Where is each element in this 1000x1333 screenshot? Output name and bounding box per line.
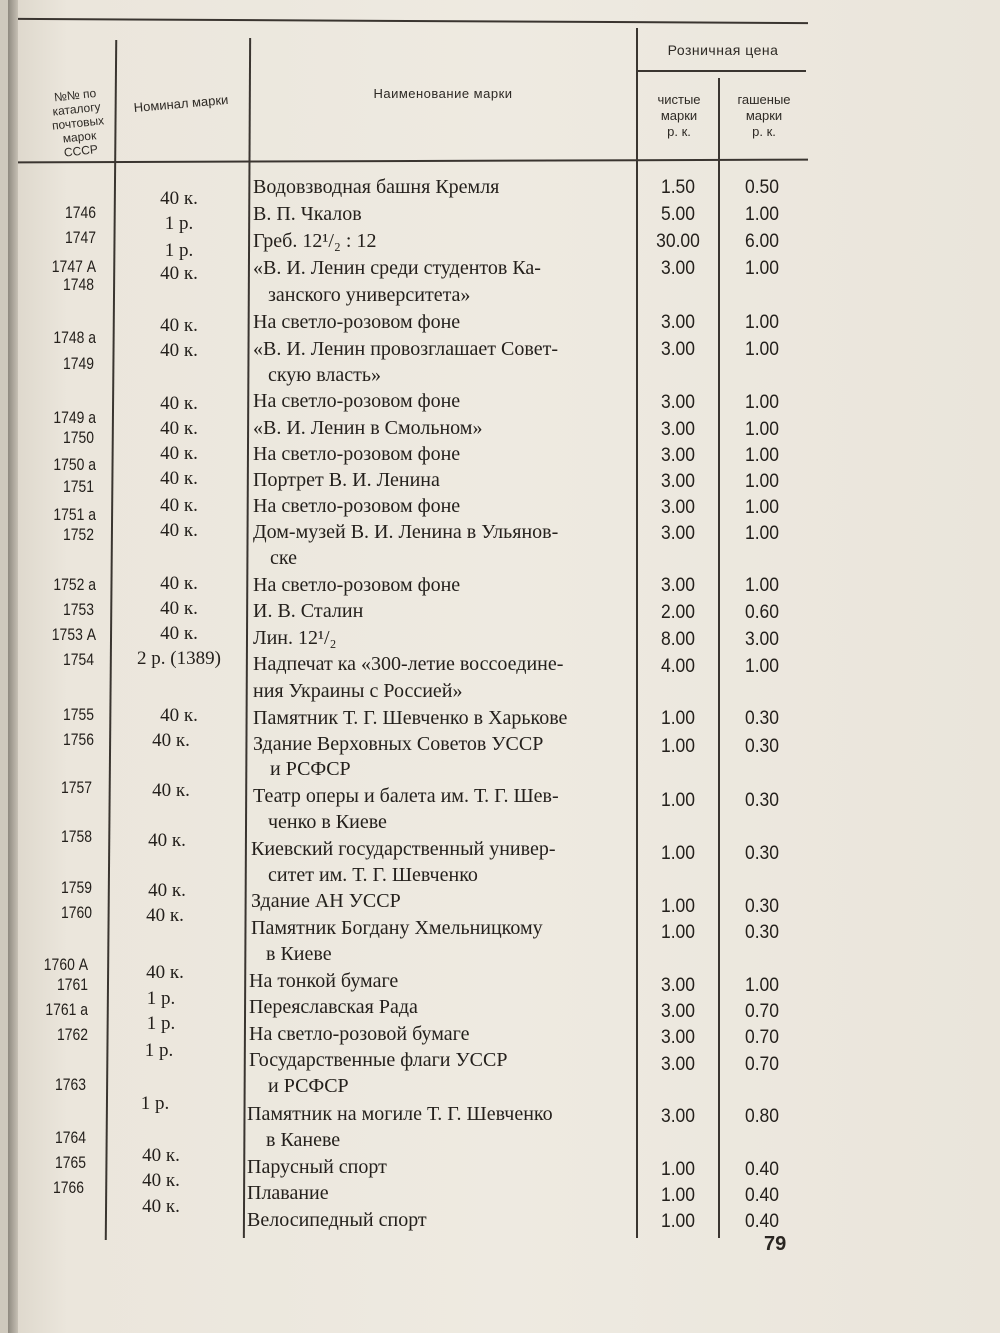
header-nominal: Номинал марки [133,91,229,116]
catalog-number: 1757 [60,778,92,797]
clean-price: 30.00 [656,231,700,252]
cancelled-price: 0.30 [744,708,780,729]
catalog-number: 1760 [60,903,92,922]
stamp-name: в Каневе [266,1129,341,1151]
stamp-nominal: 40 к. [160,573,198,594]
clean-price: 3.00 [660,497,696,518]
cancelled-price: 0.30 [744,790,780,811]
cancelled-price: 1.00 [744,497,780,518]
cancelled-price: 0.60 [744,602,780,623]
cancelled-price: 0.30 [744,736,780,757]
catalog-number: 1756 [62,730,94,749]
catalog-number: 1751 [62,477,94,496]
stamp-name: Дом-музей В. И. Ленина в Ульянов- [253,521,559,543]
stamp-nominal: 40 к. [152,730,190,751]
col-divider-3 [636,28,638,1238]
stamp-name: Переяславская Рада [249,996,418,1018]
cancelled-price: 6.00 [744,231,780,252]
stamp-name: и РСФСР [270,758,351,780]
catalog-number: 1766 [52,1178,84,1197]
stamp-name: ске [270,547,297,569]
stamp-nominal: 40 к. [160,263,198,284]
catalog-number: 1749 [62,354,94,373]
catalog-number: 1764 [54,1128,86,1147]
stamp-name: Здание Верховных Советов УССР [253,733,544,755]
stamp-nominal: 40 к. [160,340,198,361]
stamp-name: Плавание [247,1182,329,1204]
stamp-nominal: 40 к. [160,418,198,439]
stamp-name: ния Украины с Россией» [253,680,463,702]
stamp-nominal: 40 к. [142,1196,180,1217]
stamp-nominal: 40 к. [160,598,198,619]
clean-price: 1.00 [660,843,696,864]
catalog-number: 1762 [56,1025,88,1044]
stamp-nominal: 40 к. [160,468,198,489]
header-retail-price: Розничная цена [667,42,779,58]
cancelled-price: 0.70 [744,1027,780,1048]
cancelled-price: 1.00 [744,339,780,360]
stamp-name: «В. И. Ленин среди студентов Ка- [253,257,541,279]
catalog-number: 1761 [56,975,88,994]
clean-price: 4.00 [660,656,696,677]
clean-price: 3.00 [660,575,696,596]
stamp-name: На светло-розовой бумаге [249,1023,470,1045]
clean-price: 1.00 [660,708,696,729]
cancelled-price: 1.00 [744,471,780,492]
stamp-nominal: 1 р. [140,1093,170,1114]
col-divider-4 [718,78,720,1238]
page-number: 79 [764,1233,787,1255]
cancelled-price: 1.00 [744,312,780,333]
stamp-nominal: 1 р. [164,213,194,234]
stamp-name: Памятник Богдану Хмельницкому [251,917,543,939]
catalog-number: 1749 а [53,408,96,427]
stamp-name: и РСФСР [268,1075,349,1097]
clean-price: 1.00 [660,1159,696,1180]
clean-price: 1.00 [660,922,696,943]
price-group-rule [638,70,806,72]
cancelled-price: 0.30 [744,843,780,864]
stamp-nominal: 40 к. [160,705,198,726]
cancelled-price: 1.00 [744,523,780,544]
cancelled-price: 3.00 [744,629,780,650]
stamp-nominal: 40 к. [142,1170,180,1191]
stamp-name: «В. И. Ленин провозглашает Совет- [253,338,558,360]
stamp-name: Велосипедный спорт [247,1209,427,1231]
stamp-nominal: 40 к. [146,962,184,983]
stamp-name: Памятник на могиле Т. Г. Шевченко [247,1103,553,1125]
catalog-number: 1763 [54,1075,86,1094]
catalog-number: 1750 а [53,455,96,474]
catalog-number: 1758 [60,827,92,846]
catalog-number: 1748 а [53,328,96,347]
catalog-number: 1747 А [51,257,96,276]
clean-price: 3.00 [660,392,696,413]
clean-price: 1.00 [660,1211,696,1232]
catalog-number: 1755 [62,705,94,724]
stamp-name: На светло-розовом фоне [253,574,461,596]
cancelled-price: 0.40 [744,1159,780,1180]
stamp-name: Парусный спорт [247,1156,387,1178]
stamp-nominal: 40 к. [160,495,198,516]
cancelled-price: 1.00 [744,975,780,996]
stamp-name: Лин. 12¹/₂ [253,627,337,649]
clean-price: 3.00 [660,1106,696,1127]
stamp-name: Водовзводная башня Кремля [253,176,500,198]
cancelled-price: 1.00 [744,392,780,413]
stamp-nominal: 1 р. [146,988,176,1009]
stamp-name: На светло-розовом фоне [253,390,461,412]
stamp-name: Памятник Т. Г. Шевченко в Харькове [253,707,568,729]
cancelled-price: 0.70 [744,1001,780,1022]
header-clean-stamps: чистые марки р. к. [657,92,701,139]
clean-price: 1.00 [660,736,696,757]
clean-price: 5.00 [660,204,696,225]
stamp-name: На светло-розовом фоне [253,443,461,465]
stamp-nominal: 40 к. [148,880,186,901]
stamp-nominal: 1 р. [144,1040,174,1061]
clean-price: 3.00 [660,339,696,360]
stamp-name: скую власть» [268,364,382,386]
stamp-name: Надпечат ка «300-летие воссоедине- [253,653,564,675]
catalog-number: 1761 а [45,1000,88,1019]
clean-price: 3.00 [660,975,696,996]
stamp-name: «В. И. Ленин в Смольном» [253,417,483,439]
stamp-nominal: 1 р. [164,240,194,261]
header-bottom-rule [18,159,808,164]
stamp-name: На светло-розовом фоне [253,495,461,517]
catalog-number: 1752 а [53,575,96,594]
clean-price: 1.00 [660,1185,696,1206]
stamp-nominal: 40 к. [160,188,198,209]
stamp-name: Греб. 12¹/₂ : 12 [253,230,377,252]
cancelled-price: 1.00 [744,258,780,279]
header-stamp-name: Наименование марки [373,86,513,101]
clean-price: 3.00 [660,258,696,279]
catalog-number: 1753 [62,600,94,619]
clean-price: 8.00 [660,629,696,650]
cancelled-price: 0.80 [744,1106,780,1127]
catalog-number: 1760 А [43,955,88,974]
catalog-number: 1753 А [51,625,96,644]
clean-price: 3.00 [660,445,696,466]
stamp-nominal: 40 к. [152,780,190,801]
clean-price: 2.00 [660,602,696,623]
stamp-name: Государственные флаги УССР [249,1049,508,1071]
stamp-name: Киевский государственный универ- [251,838,556,860]
clean-price: 3.00 [660,419,696,440]
top-rule [18,18,808,24]
cancelled-price: 1.00 [744,656,780,677]
stamp-name: Театр оперы и балета им. Т. Г. Шев- [253,785,559,807]
stamp-nominal: 40 к. [148,830,186,851]
stamp-nominal: 40 к. [160,623,198,644]
stamp-name: И. В. Сталин [253,600,364,622]
catalog-number: 1748 [62,275,94,294]
header-cancelled-stamps: гашеные марки р. к. [737,92,791,139]
header-catalog-number: №№ по каталогу почтовых марок СССР [51,85,105,160]
clean-price: 3.00 [660,471,696,492]
cancelled-price: 1.00 [744,445,780,466]
catalog-number: 1754 [62,650,94,669]
clean-price: 1.00 [660,896,696,917]
stamp-nominal: 40 к. [160,520,198,541]
cancelled-price: 1.00 [744,204,780,225]
stamp-nominal: 40 к. [160,315,198,336]
stamp-name: в Киеве [266,943,332,965]
stamp-name: ченко в Киеве [268,811,387,833]
cancelled-price: 0.40 [744,1211,780,1232]
clean-price: 1.50 [660,177,696,198]
stamp-nominal: 1 р. [146,1013,176,1034]
catalog-number: 1747 [64,228,96,247]
clean-price: 1.00 [660,790,696,811]
cancelled-price: 0.30 [744,896,780,917]
catalog-page [8,0,1000,1333]
stamp-nominal: 40 к. [160,443,198,464]
stamp-name: В. П. Чкалов [253,203,362,225]
stamp-nominal: 40 к. [146,905,184,926]
catalog-number: 1759 [60,878,92,897]
cancelled-price: 0.50 [744,177,780,198]
clean-price: 3.00 [660,312,696,333]
clean-price: 3.00 [660,1054,696,1075]
catalog-number: 1746 [64,203,96,222]
stamp-nominal: 2 р. (1389) [137,648,221,669]
catalog-number: 1752 [62,525,94,544]
clean-price: 3.00 [660,523,696,544]
cancelled-price: 1.00 [744,419,780,440]
cancelled-price: 0.30 [744,922,780,943]
cancelled-price: 0.70 [744,1054,780,1075]
catalog-number: 1751 а [53,505,96,524]
stamp-name: Портрет В. И. Ленина [253,469,440,491]
clean-price: 3.00 [660,1027,696,1048]
catalog-number: 1765 [54,1153,86,1172]
stamp-name: На тонкой бумаге [249,970,399,992]
stamp-nominal: 40 к. [160,393,198,414]
stamp-name: занского университета» [268,284,471,306]
cancelled-price: 1.00 [744,575,780,596]
stamp-name: На светло-розовом фоне [253,311,461,333]
stamp-nominal: 40 к. [142,1145,180,1166]
stamp-name: ситет им. Т. Г. Шевченко [268,864,478,886]
stamp-name: Здание АН УССР [251,890,401,912]
clean-price: 3.00 [660,1001,696,1022]
cancelled-price: 0.40 [744,1185,780,1206]
catalog-number: 1750 [62,428,94,447]
